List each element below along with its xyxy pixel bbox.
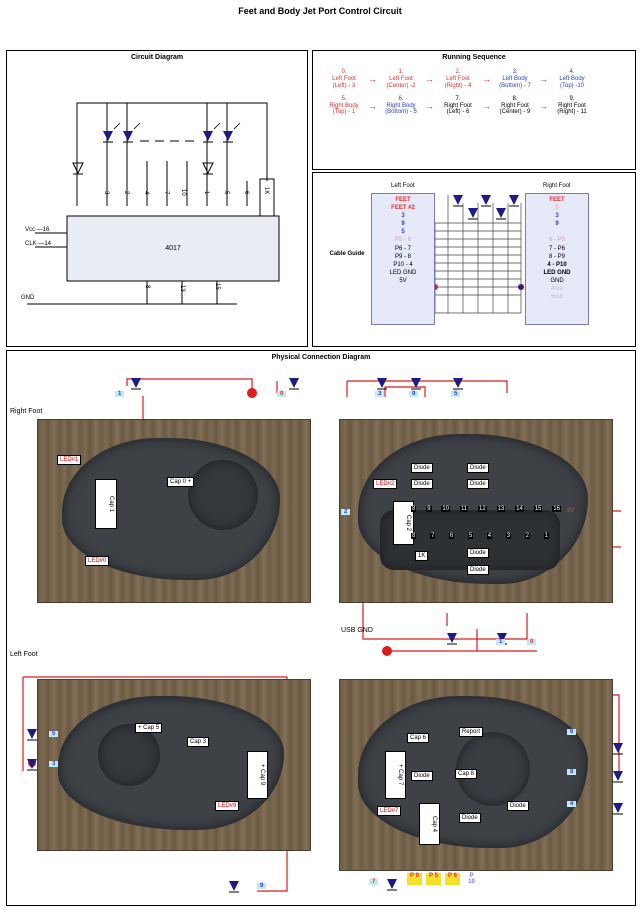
cable-guide-entry: P10 - 4 [393,261,413,268]
photo-label: Diode [467,548,489,558]
step-name: Left Body [559,75,585,82]
step-name: Right Body [386,102,416,109]
pin-label: 1 [203,191,209,195]
page-title: Feet and Body Jet Port Control Circuit [238,6,402,16]
photo-label: Diode [411,479,433,489]
photo-label: Cap 3 [187,737,209,747]
step-detail: (Center) -2 [386,82,416,89]
photo-label: + Cap 5 [135,723,162,733]
chip-pin-number: 1 [544,533,548,539]
step-index: 6. [398,95,404,102]
pin-tag: 3 [375,391,384,397]
pin-tag: 9 [257,883,266,889]
cable-guide-entry: P5 - 6 [394,237,411,244]
step-detail: (Bottom) - 5 [385,109,417,116]
chip-pin-number: 12 [479,506,486,512]
step-name: Left Body [502,75,528,82]
clk-label: CLK —14 [25,241,52,247]
usb-gnd-label: USB GND [341,627,373,634]
photo-label: Diode [507,801,529,811]
sequence-step [492,69,538,90]
sequence-step [435,69,481,90]
sequence-step [378,96,424,117]
right-foot-section-label: Right Foot [10,408,43,415]
sequence-row [321,69,627,90]
cable-guide-entry: 8 - P9 [548,253,565,260]
step-detail: (Left) - 6 [446,109,470,116]
running-sequence-title: Running Sequence [442,54,506,61]
pin-label: 8 [144,285,150,289]
cable-guide-entry: FEET [395,197,411,203]
pin-tag: 9 [409,391,418,397]
cable-guide-entry: 6out [551,294,563,301]
pin-label: 13 [179,285,185,292]
pin-tag: 5 [49,731,58,737]
chip-pin-number: 10 [442,506,450,512]
step-name: Right Foot [444,102,472,109]
photo-right-foot-top [37,419,311,603]
chip-pin-number: 11 [460,506,468,512]
cable-guide-entry: 9 [401,221,405,228]
photo-label: Diode [411,463,433,473]
physical-diagram-title: Physical Connection Diagram [271,354,371,361]
cable-guide-entry: 6 - P5 [548,237,565,244]
arrow-icon: → [425,74,434,85]
step-detail: (Right) - 11 [557,109,587,116]
pin-label: 4 [143,191,149,195]
arrow-icon: → [539,74,548,85]
step-index: 1. [398,69,404,75]
photo-label: Diode [467,463,489,473]
cable-right-column [525,193,589,325]
cable-guide-entry: FEET #2 [391,205,415,212]
step-detail: (Center) - 9 [499,109,531,116]
cable-guide-panel [312,172,636,347]
step-index: 9. [569,95,575,102]
step-index: 4. [569,69,575,75]
chip-pin-number: 8 [412,533,416,539]
photo-label: LED#9 [215,801,239,811]
step-index: 5. [341,95,347,102]
step-name: Left Foot [389,75,413,82]
left-foot-header: Left Foot [391,183,415,189]
arrow-icon: → [482,101,491,111]
cable-left-column [371,193,435,325]
step-name: Right Foot [501,102,529,109]
step-name: Right Body [329,102,359,109]
cable-guide-entry: 7 - P6 [548,245,565,252]
photo-label: Cap 2 [393,501,414,545]
pin-tag: 7 [369,879,378,885]
sequence-step [435,96,481,117]
step-index: 3. [512,69,518,75]
photo-label: Diode [411,771,433,781]
chip-pin-row-top [411,506,561,512]
sequence-step [321,69,367,90]
step-name: Right Foot [558,102,586,109]
photo-label: Cap 6 [407,733,429,743]
pin-box: P 5 [426,873,441,885]
photo-label: Cap 8 [455,769,477,779]
step-index: 7. [455,95,461,102]
vcc-label: Vcc —16 [25,227,50,233]
step-name: Left Foot [446,75,470,82]
photo-label: + Cap 7 [385,751,406,799]
photo-label: LED#7 [377,806,401,816]
pin-tag: 8 [567,769,576,775]
chip-label: 4017 [165,245,181,252]
cable-guide-entry: GND [550,277,564,284]
photo-label: LED#2 [373,479,397,489]
photo-label: LED#1 [57,455,81,465]
chip-pin-number: 7 [430,533,435,539]
chip-pin-number: 9 [427,506,431,512]
pin-label: 5 [223,191,229,195]
cable-guide-label: Cable Guide [329,251,365,257]
chip-pin-number: 6 [449,533,454,539]
photo-left-foot [37,679,311,851]
resistor-label: 1K [263,187,269,195]
pin-box: P 6 [445,873,460,885]
step-detail: (Top) - 1 [332,109,356,116]
chip-pin-row-bottom [411,533,549,539]
chip-pin-number: 16 [553,506,560,512]
cable-guide-entry: 4 - P10 [547,261,567,268]
pin-tag: 4 [567,801,576,807]
photo-label: Diode [467,479,489,489]
photo-label: 5V [567,508,575,514]
step-detail: (Left) - 3 [332,82,356,89]
step-detail: (Bottom) - 7 [499,82,531,89]
arrow-icon: → [539,101,548,111]
pin-tag: 6 [567,729,576,735]
cable-guide-entry: LED GND [543,269,571,276]
pin-tag: 1 [496,639,505,645]
arrow-icon: → [425,101,434,111]
cable-guide-entry: P9 - 8 [394,253,411,260]
physical-connection-panel [6,350,636,906]
cable-guide-entry: FEET [549,197,565,203]
step-name: Left Foot [332,75,356,82]
photo-label: Cap 4 [419,803,440,845]
pin-tag: 2 [341,509,350,515]
pin-label: 2 [123,191,129,195]
chip-pin-number: 14 [516,506,523,512]
photo-label: Diode [467,565,489,575]
photo-label: Diode [459,813,481,823]
cable-guide-entry: LED GND [389,269,417,276]
cable-guide-entry: 4out [551,286,563,293]
running-sequence-panel [312,50,636,170]
step-index: 0. [341,69,347,75]
arrow-icon: → [368,74,377,85]
photo-label: Cap 1 [95,479,117,529]
pin-label: 10 [180,189,186,196]
chip-pin-number: 13 [497,506,505,512]
gnd-label: GND [21,295,35,301]
pin-tag: 5 [451,391,460,397]
photo-label: Report [459,727,483,737]
cable-guide-entry: 5V [399,277,407,284]
sequence-row [321,96,627,117]
cable-guide-entry: 3 [555,213,559,220]
photo-label: Cap 0 + [167,477,194,487]
pin-tag: 0 [527,639,536,645]
step-detail: (Top) -10 [559,82,584,89]
pin-tag: 3 [49,761,58,767]
chip-pin-number: 4 [487,533,492,539]
photo-label: 1K [415,551,428,561]
chip-pin-number: 2 [525,533,529,539]
step-index: 2. [455,69,461,75]
left-foot-section-label: Left Foot [10,651,38,658]
pin-box: P 10 [464,873,479,885]
sequence-step [492,96,538,117]
sequence-step [321,96,367,117]
chip-pin-number: 5 [468,533,473,539]
pin-label: 7 [163,191,169,195]
chip-pin-number: 8 [412,506,416,512]
cable-guide-entry: 9 [555,221,559,228]
pin-tag: 1 [115,391,124,397]
sequence-step [549,69,595,90]
pin-label: 15 [214,283,220,290]
arrow-icon: → [368,101,377,111]
step-index: 8. [512,95,518,102]
step-detail: (Right) - 4 [444,82,472,89]
pin-tag: 0 [277,391,286,397]
photo-label: + Cap 9 [247,751,268,799]
cable-guide-entry: 3 [401,213,405,220]
pin-box-row [407,873,479,885]
cable-guide-entry [526,228,588,236]
pin-label: 6 [243,191,249,195]
arrow-icon: → [482,74,491,85]
circuit-diagram-title: Circuit Diagram [130,54,184,61]
pin-box: P 9 [407,873,422,885]
chip-pin-number: 3 [506,533,511,539]
pin-label: 3 [103,191,109,195]
circuit-diagram-panel [6,50,308,347]
right-foot-header: Right Foot [543,183,571,189]
cable-guide-entry: P6 - 7 [394,245,411,252]
sequence-step [378,69,424,90]
sequence-step [549,96,595,117]
chip-pin-number: 15 [534,506,542,512]
cable-guide-entry: 5 [401,229,405,236]
cable-guide-entry: 5 [555,205,559,212]
photo-label: LED#0 [85,556,109,566]
